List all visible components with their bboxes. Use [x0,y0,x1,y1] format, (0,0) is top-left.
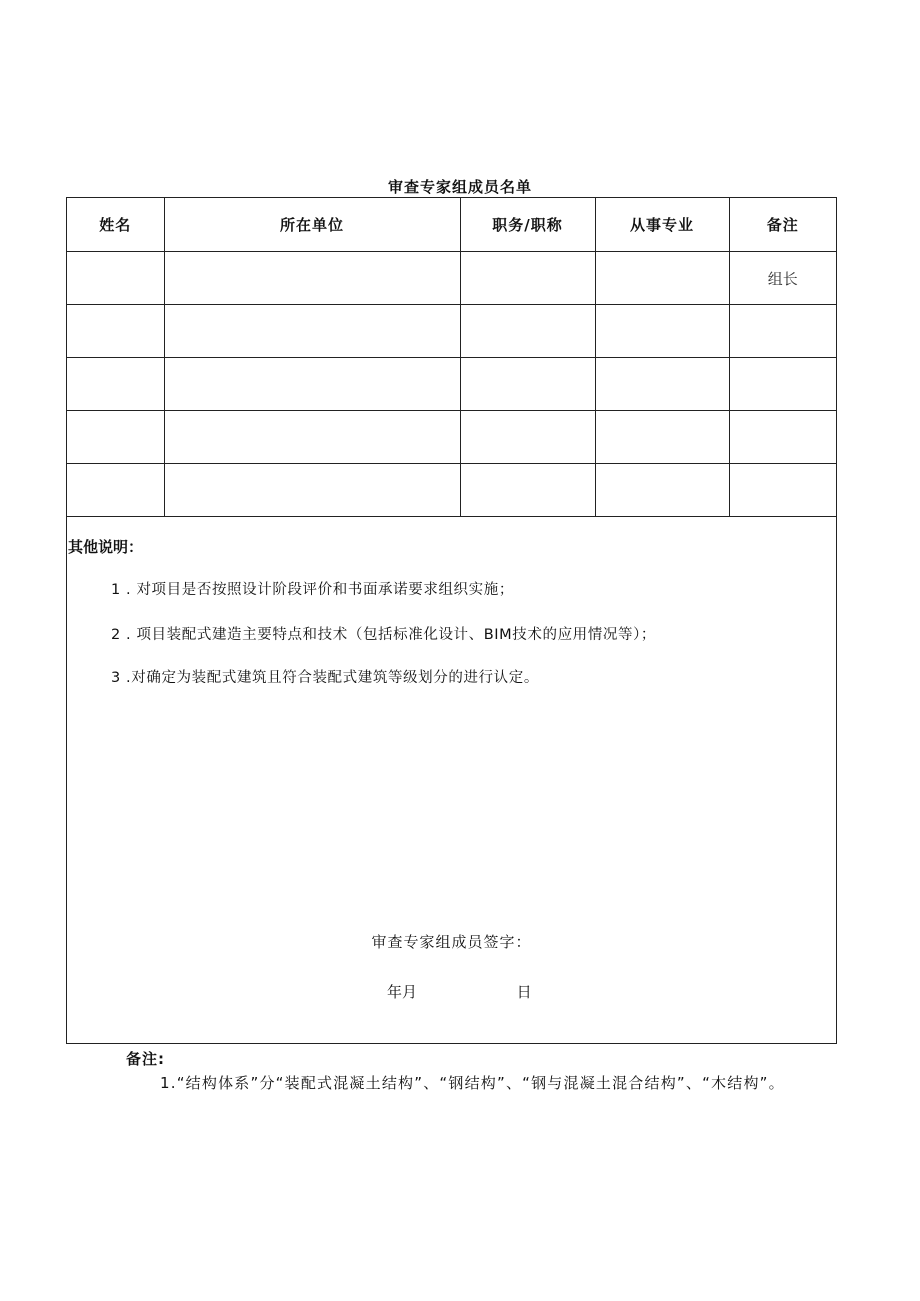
cell-specialty[interactable] [595,358,729,411]
cell-remarks[interactable]: 组长 [729,252,836,305]
cell-name[interactable] [67,305,164,358]
cell-position-title[interactable] [460,305,595,358]
cell-organization[interactable] [164,411,460,464]
cell-position-title[interactable] [460,464,595,517]
cell-organization[interactable] [164,358,460,411]
date-day: 日 [516,983,532,1001]
note-item: 2 . 项目装配式建造主要特点和技术（包括标准化设计、BIM技术的应用情况等）； [111,627,657,643]
cell-position-title[interactable] [460,411,595,464]
cell-remarks[interactable] [729,358,836,411]
cell-name[interactable] [67,252,164,305]
cell-name[interactable] [67,464,164,517]
table-row [67,411,836,464]
note-item: 3 .对确定为装配式建筑且符合装配式建筑等级划分的进行认定。 [111,670,539,686]
cell-organization[interactable] [164,464,460,517]
table-row [67,305,836,358]
cell-remarks[interactable] [729,464,836,517]
cell-specialty[interactable] [595,411,729,464]
expert-roster-form [66,197,837,1044]
table-header-row [67,198,836,252]
cell-remarks[interactable] [729,411,836,464]
remarks-heading: 备注: [126,1050,165,1068]
table-row [67,464,836,517]
cell-name[interactable] [67,358,164,411]
note-item: 1 . 对项目是否按照设计阶段评价和书面承诺要求组织实施； [111,582,514,598]
cell-specialty[interactable] [595,252,729,305]
cell-organization[interactable] [164,252,460,305]
table-row [67,358,836,411]
cell-specialty[interactable] [595,464,729,517]
header-remarks: 备注 [729,198,836,252]
header-name: 姓名 [67,198,164,252]
page-title: 审查专家组成员名单 [387,178,532,196]
date-year-month: 年月 [387,983,418,1001]
cell-position-title[interactable] [460,358,595,411]
signature-label: 审查专家组成员签字： [371,933,532,951]
remarks-text: 1.“结构体系”分“装配式混凝土结构”、“钢结构”、“钢与混凝土混合结构”、“木结构”。 [160,1074,785,1092]
header-position-title: 职务/职称 [460,198,595,252]
cell-specialty[interactable] [595,305,729,358]
header-organization: 所在单位 [164,198,460,252]
table-row [67,252,836,305]
notes-heading: 其他说明： [68,538,144,556]
header-specialty: 从事专业 [595,198,729,252]
cell-position-title[interactable] [460,252,595,305]
cell-remarks[interactable] [729,305,836,358]
signature-date [387,981,532,1002]
cell-organization[interactable] [164,305,460,358]
expert-roster-table [67,198,836,517]
cell-name[interactable] [67,411,164,464]
